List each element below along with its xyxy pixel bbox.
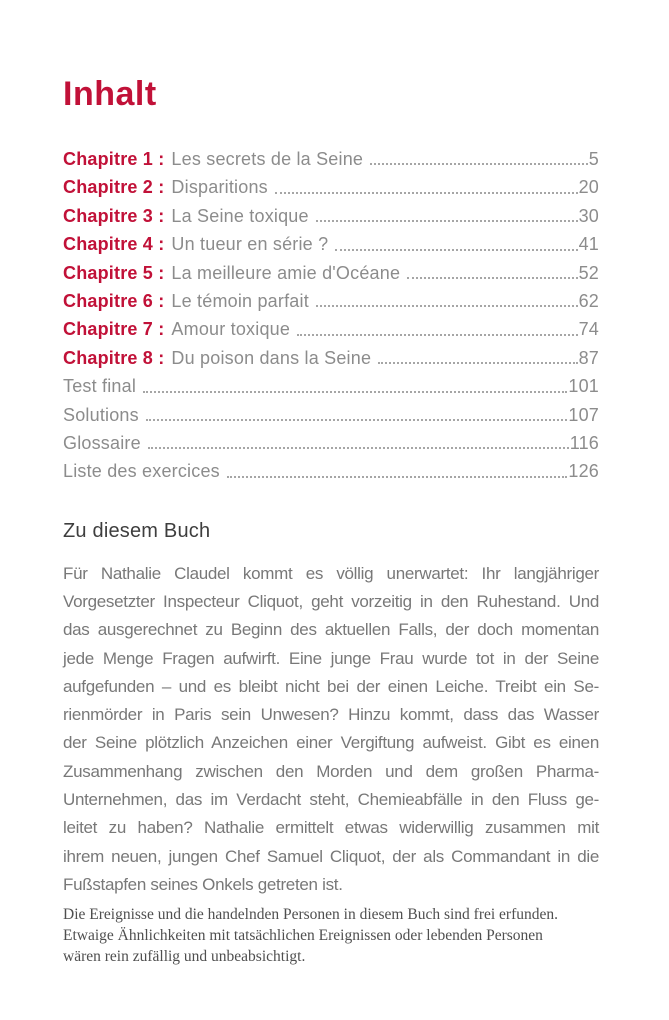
- chapter-title: Glossaire: [63, 432, 141, 453]
- chapter-title: La Seine toxique: [171, 205, 309, 226]
- toc-entry: [63, 202, 599, 230]
- disclaimer-line: Die Ereignisse und die handelnden Personen in diesem Buch sind frei erfunden.: [63, 906, 559, 924]
- dot-leader: [370, 145, 588, 165]
- toc-entry: [63, 259, 599, 287]
- page-number: 74: [578, 319, 599, 340]
- page-number: 20: [578, 177, 599, 198]
- chapter-title: Les secrets de la Seine: [171, 149, 364, 169]
- chapter-title: Solutions: [63, 404, 139, 425]
- dot-leader: [275, 173, 578, 193]
- toc-list: [63, 145, 599, 486]
- chapter-title: La meilleure amie d'Océane: [171, 262, 401, 283]
- toc-entry: [63, 287, 599, 315]
- about-line: Zusammenhang zwischen den Morden und dem großen Pharma-: [63, 761, 599, 781]
- toc-entry: [63, 401, 599, 429]
- dot-leader: [146, 401, 568, 421]
- dot-leader: [335, 230, 577, 250]
- page-number: 126: [568, 461, 599, 482]
- chapter-label: Chapitre 4 :: [63, 234, 165, 255]
- toc-entry: [63, 145, 599, 173]
- chapter-label: Chapitre 3 :: [63, 205, 165, 226]
- chapter-title: Du poison dans la Seine: [171, 347, 372, 368]
- about-line: Vorgesetzter Inspecteur Cliquot, geht vorzeitig in den Ruhestand. Und: [63, 591, 599, 611]
- toc-entry: [63, 372, 599, 400]
- about-heading: Zu diesem Buch: [63, 519, 211, 542]
- about-line: jede Menge Fragen aufwirft. Eine junge Frau wurde tot in der Seine: [63, 648, 599, 668]
- page-number: 62: [578, 290, 599, 311]
- chapter-label: Chapitre 5 :: [63, 262, 165, 283]
- page-number: 107: [568, 404, 599, 425]
- about-text: [63, 560, 599, 900]
- dot-leader: [148, 429, 569, 449]
- dot-leader: [316, 202, 578, 222]
- about-line: der Seine plötzlich Anzeichen einer Vergiftung aufweist. Gibt es einen: [63, 733, 599, 753]
- toc-entry: [63, 230, 599, 258]
- chapter-title: Disparitions: [171, 177, 268, 198]
- toc-entry: [63, 315, 599, 343]
- about-line: ihrem neuen, jungen Chef Samuel Cliquot, der als Commandant in die: [63, 846, 599, 866]
- chapter-title: Test final: [63, 376, 137, 397]
- page-title: Inhalt: [63, 75, 157, 113]
- page-number: 52: [578, 262, 599, 283]
- dot-leader: [297, 315, 577, 335]
- dot-leader: [407, 259, 577, 279]
- dot-leader: [227, 457, 567, 477]
- chapter-label: Chapitre 8 :: [63, 347, 165, 368]
- about-line: Unternehmen, das im Verdacht steht, Chemieabfälle in den Fluss ge-: [63, 790, 599, 810]
- page-number: 5: [588, 149, 599, 169]
- toc-entry: [63, 173, 599, 201]
- chapter-label: Chapitre 7 :: [63, 319, 165, 340]
- page-number: 87: [578, 347, 599, 368]
- disclaimer-text: [63, 904, 599, 967]
- dot-leader: [143, 372, 567, 392]
- disclaimer-line: wären rein zufällig und unbeabsichtigt.: [63, 948, 306, 966]
- about-line: das ausgerechnet zu Beginn des aktuellen Falls, der doch momentan: [63, 620, 599, 640]
- toc-entry: [63, 457, 599, 485]
- about-line: rienmörder in Paris sein Unwesen? Hinzu kommt, dass das Wasser: [63, 705, 599, 725]
- about-line: aufgefunden – und es bleibt nicht bei der einen Leiche. Treibt ein Se-: [63, 676, 599, 696]
- about-line: leitet zu haben? Nathalie ermittelt etwas widerwillig zusammen mit: [63, 818, 599, 838]
- chapter-label: Chapitre 2 :: [63, 177, 165, 198]
- disclaimer-line: Etwaige Ähnlichkeiten mit tatsächlichen Ereignissen oder lebenden Personen: [63, 927, 543, 945]
- page-number: 116: [569, 432, 599, 453]
- page-number: 41: [578, 234, 599, 255]
- dot-leader: [378, 344, 577, 364]
- chapter-title: Le témoin parfait: [171, 290, 309, 311]
- toc-entry: [63, 344, 599, 372]
- chapter-label: Chapitre 6 :: [63, 290, 165, 311]
- chapter-label: Chapitre 1 :: [63, 149, 165, 169]
- page-number: 101: [568, 376, 599, 397]
- toc-entry: [63, 429, 599, 457]
- about-line: Fußstapfen seines Onkels getreten ist.: [63, 874, 343, 894]
- chapter-title: Liste des exercices: [63, 461, 220, 482]
- dot-leader: [316, 287, 578, 307]
- about-line: Für Nathalie Claudel kommt es völlig unerwartet: Ihr langjähriger: [63, 563, 599, 583]
- chapter-title: Un tueur en série ?: [171, 234, 329, 255]
- page-number: 30: [578, 205, 599, 226]
- chapter-title: Amour toxique: [171, 319, 291, 340]
